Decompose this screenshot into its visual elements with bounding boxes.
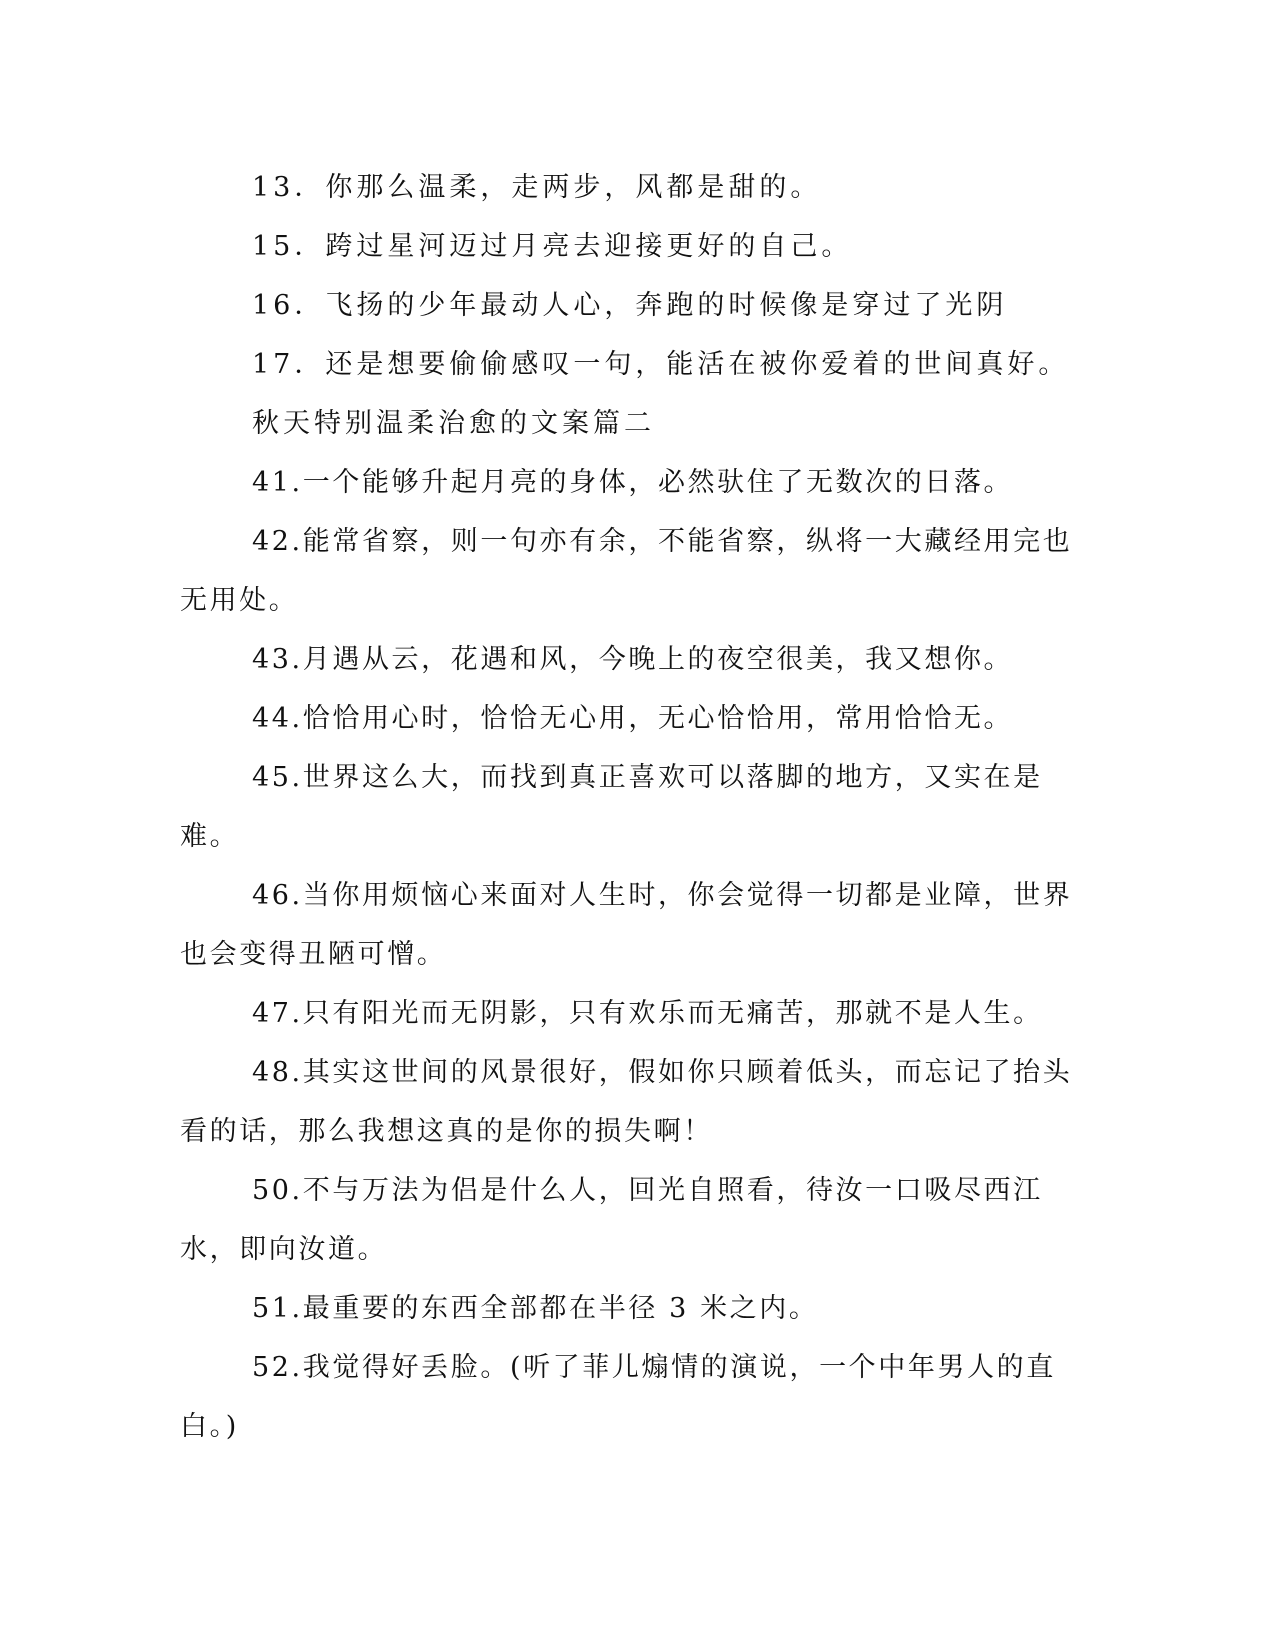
paragraph-48: 48.其实这世间的风景很好，假如你只顾着低头，而忘记了抬头看的话，那么我想这真的是你的损失啊！ — [180, 1057, 1073, 1147]
paragraph-42: 42.能常省察，则一句亦有余，不能省察，纵将一大藏经用完也无用处。 — [180, 526, 1073, 616]
paragraph-47: 47.只有阳光而无阴影，只有欢乐而无痛苦，那就不是人生。 — [252, 998, 1043, 1029]
paragraph-44: 44.恰恰用心时，恰恰无心用，无心恰恰用，常用恰恰无。 — [252, 703, 1014, 734]
paragraph-51: 51.最重要的东西全部都在半径 3 米之内。 — [252, 1293, 819, 1324]
paragraph-45: 45.世界这么大，而找到真正喜欢可以落脚的地方，又实在是难。 — [180, 762, 1043, 852]
paragraph-50: 50.不与万法为侣是什么人，回光自照看，待汝一口吸尽西江水，即向汝道。 — [180, 1175, 1043, 1265]
paragraph-43: 43.月遇从云，花遇和风，今晚上的夜空很美，我又想你。 — [252, 644, 1014, 675]
paragraph-13: 13．你那么温柔，走两步，风都是甜的。 — [252, 172, 822, 203]
section-heading: 秋天特别温柔治愈的文案篇二 — [252, 408, 655, 439]
document-body — [180, 158, 1075, 1456]
paragraph-41: 41.一个能够升起月亮的身体，必然驮住了无数次的日落。 — [252, 467, 1014, 498]
paragraph-15: 15．跨过星河迈过月亮去迎接更好的自己。 — [252, 231, 853, 262]
paragraph-46: 46.当你用烦恼心来面对人生时，你会觉得一切都是业障，世界也会变得丑陋可憎。 — [180, 880, 1073, 970]
paragraph-17: 17．还是想要偷偷感叹一句，能活在被你爱着的世间真好。 — [252, 349, 1070, 380]
paragraph-16: 16．飞扬的少年最动人心，奔跑的时候像是穿过了光阴 — [252, 290, 1008, 321]
paragraph-52: 52.我觉得好丢脸。(听了菲儿煽情的演说，一个中年男人的直白。) — [180, 1352, 1056, 1442]
